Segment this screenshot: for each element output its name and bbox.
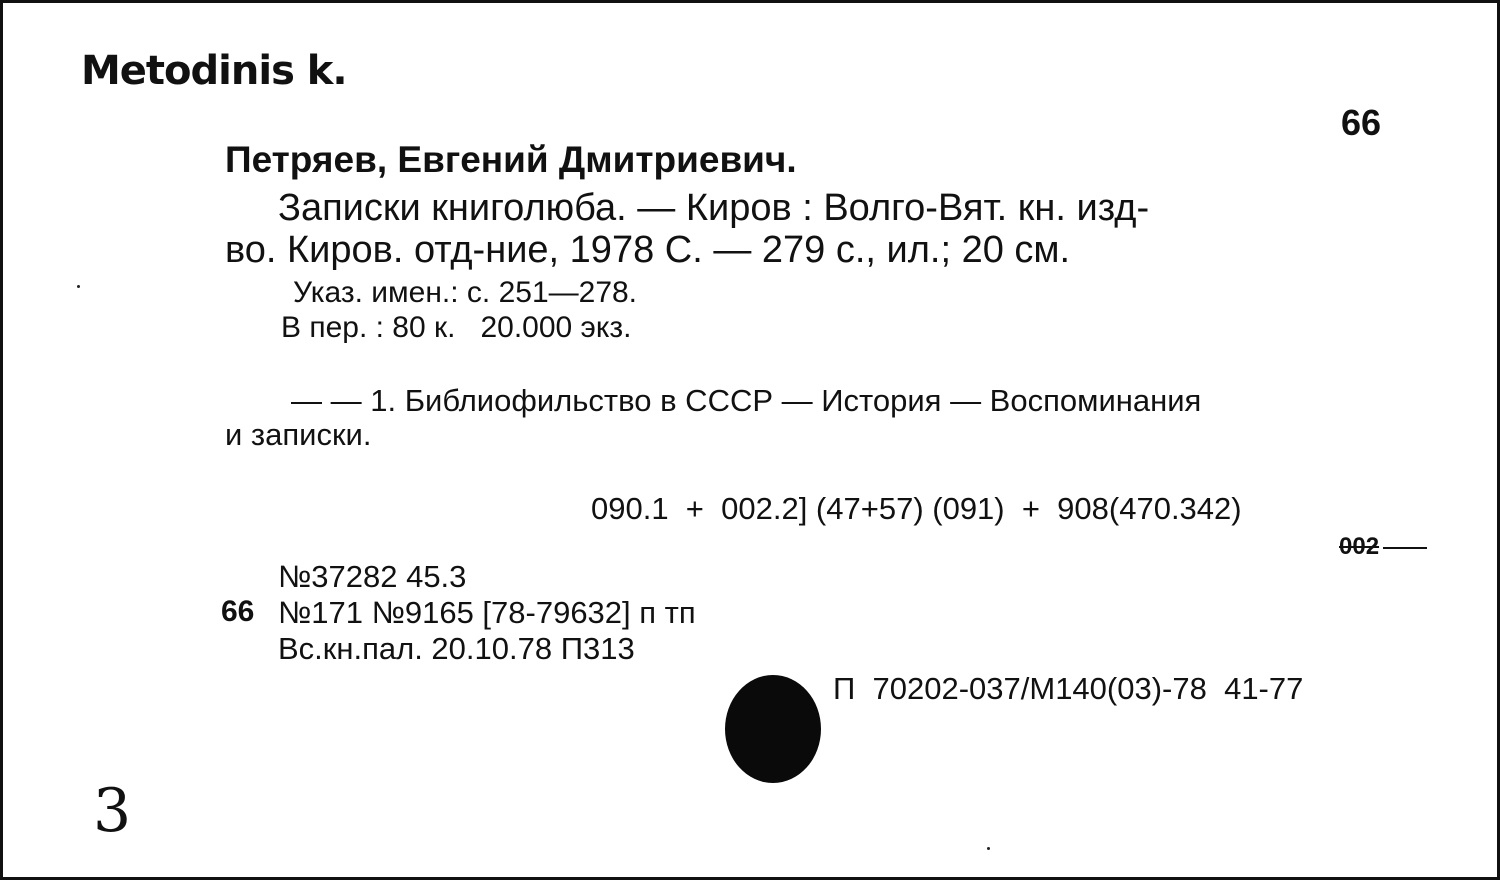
author-heading: Петряев, Евгений Дмитриевич.: [225, 139, 797, 180]
speck-mark: [77, 285, 80, 288]
library-stamp: Metodinis k.: [81, 48, 347, 94]
catalog-code: П 70202-037/М140(03)-78 41-77: [833, 671, 1304, 706]
udc-struck-code: 002: [1339, 533, 1380, 560]
udc-classification: 090.1 + 002.2] (47+57) (091) + 908(470.342): [591, 491, 1242, 526]
subject-heading-line-1: — — 1. Библиофильство в СССР — История — Воспоминания: [291, 383, 1202, 418]
class-number: 66: [1341, 102, 1382, 143]
accession-line-1: №37282 45.3: [278, 559, 467, 594]
punch-hole: [3, 3, 1500, 883]
accession-line-2: №171 №9165 [78-79632] п тп: [278, 595, 696, 630]
price-note: В пер. : 80 к. 20.000 экз.: [281, 311, 632, 344]
index-note: Указ. имен.: с. 251—278.: [293, 276, 638, 309]
title-line-1: Записки книголюба. — Киров : Волго-Вят. кн. изд-: [278, 187, 1150, 229]
accession-line-3: Вс.кн.пал. 20.10.78 П313: [278, 631, 635, 666]
speck-mark: [987, 847, 990, 850]
title-line-2: во. Киров. отд-ние, 1978 С. — 279 с., ил.; 20 см.: [225, 229, 1071, 271]
handwritten-number: 3: [93, 776, 132, 846]
subject-heading-line-2: и записки.: [225, 417, 372, 452]
accession-number: 66: [221, 595, 255, 628]
